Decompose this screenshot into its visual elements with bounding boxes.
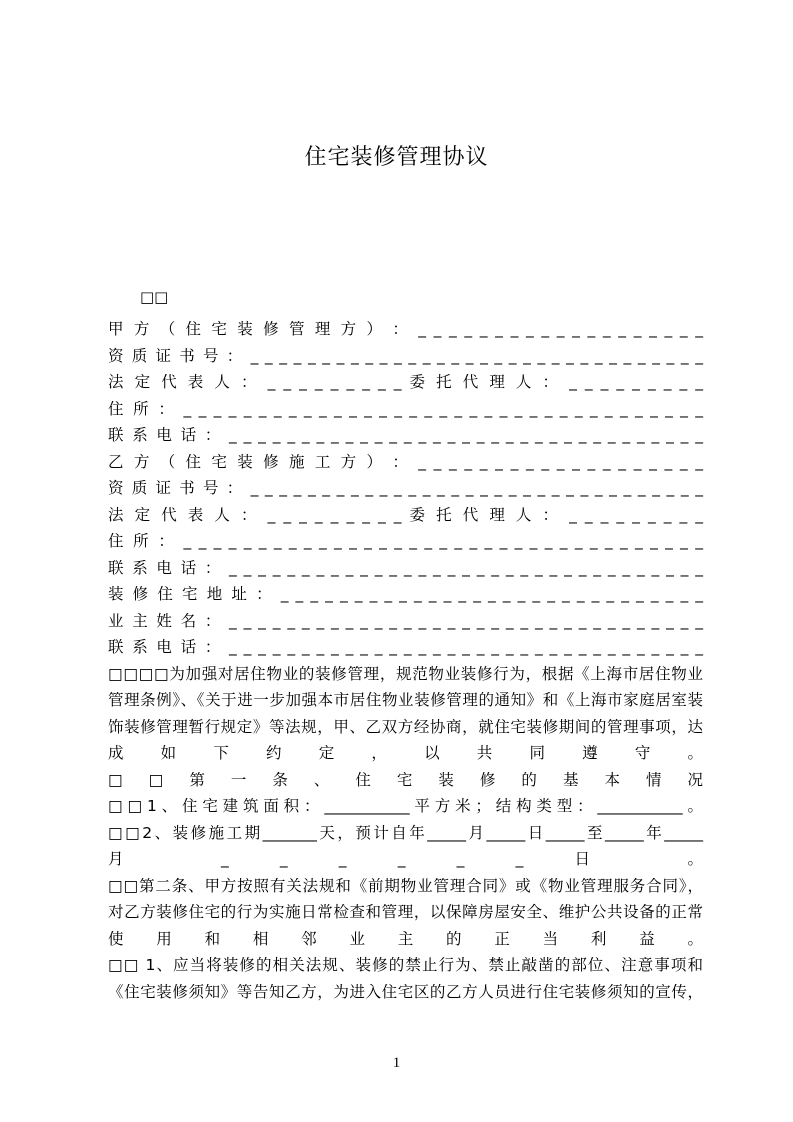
text-line: 成 如 下 约 定 ， 以 共 同 遵 守 。 xyxy=(108,744,703,762)
text-line: □□ 1、应当将装修的相关法规、装修的禁止行为、禁止敲凿的部位、注意事项和 xyxy=(108,956,703,974)
text-line: 住 所 ： _ _ _ _ _ _ _ _ _ _ _ _ _ _ _ _ _ _ _ _ _ _ _ _ _ _ _ _ _ _ _ _ _ _ _ xyxy=(108,532,703,550)
text-line: 装 修 住 宅 地 址 ： _ _ _ _ _ _ _ _ _ _ _ _ _ _ _ _ _ _ _ _ _ _ _ _ _ _ _ _ _ xyxy=(108,585,703,603)
text-line: 法 定 代 表 人 ： _ _ _ _ _ _ _ _ _ 委 托 代 理 人 ： _ _ _ _ _ _ _ _ _ xyxy=(108,373,703,391)
text-line: 法 定 代 表 人 ： _ _ _ _ _ _ _ _ _ 委 托 代 理 人 ： _ _ _ _ _ _ _ _ _ xyxy=(108,505,703,524)
document-body xyxy=(108,316,703,1005)
text-line: 联 系 电 话 ： _ _ _ _ _ _ _ _ _ _ _ _ _ _ _ _ _ _ _ _ _ _ _ _ _ _ _ _ _ _ _ _ _ xyxy=(108,426,703,444)
text-line: 对乙方装修住宅的行为实施日常检查和管理，以保障房屋安全、维护公共设备的正常 xyxy=(108,903,703,921)
document-title: 住宅装修管理协议 xyxy=(304,145,489,170)
text-line: □□第二条、甲方按照有关法规和《前期物业管理合同》或《物业管理服务合同》， xyxy=(108,876,703,895)
text-line: 乙 方 （ 住 宅 装 修 施 工 方 ） ： _ _ _ _ _ _ _ _ _ _ _ _ _ _ _ _ _ _ _ xyxy=(108,452,703,471)
text-line: 甲 方 （ 住 宅 装 修 管 理 方 ） ： _ _ _ _ _ _ _ _ _ _ _ _ _ _ _ _ _ _ _ xyxy=(108,320,703,338)
placeholder-glyphs: □□ xyxy=(140,288,169,306)
text-line: □□□□为加强对居住物业的装修管理，规范物业装修行为，根据《上海市居住物业 xyxy=(108,664,703,683)
text-line: 《住宅装修须知》等告知乙方，为进入住宅区的乙方人员进行住宅装修须知的宣传， xyxy=(108,982,703,1001)
text-line: 业 主 姓 名 ： _ _ _ _ _ _ _ _ _ _ _ _ _ _ _ _ _ _ _ _ _ _ _ _ _ _ _ _ _ _ _ _ _ xyxy=(108,611,703,630)
text-line: □ □ 第 一 条 、 住 宅 装 修 的 基 本 情 况 xyxy=(108,770,703,789)
text-line: 管理条例》、《关于进一步加强本市居住物业装修管理的通知》和《上海市家庭居室装 xyxy=(108,691,703,709)
page-number: 1 xyxy=(392,1055,401,1071)
text-line: 资 质 证 书 号 ： _ _ _ _ _ _ _ _ _ _ _ _ _ _ _ _ _ _ _ _ _ _ _ _ _ _ _ _ _ _ _ _ xyxy=(108,346,703,365)
text-line: 月 _ _ _ _ _ _ 日 。 xyxy=(108,850,703,868)
text-line: 饰装修管理暂行规定》等法规，甲、乙双方经协商，就住宅装修期间的管理事项，达 xyxy=(108,717,703,736)
text-line: 资 质 证 书 号 ： _ _ _ _ _ _ _ _ _ _ _ _ _ _ _ _ _ _ _ _ _ _ _ _ _ _ _ _ _ _ _ _ xyxy=(108,479,703,497)
text-line: 住 所 ： _ _ _ _ _ _ _ _ _ _ _ _ _ _ _ _ _ _ _ _ _ _ _ _ _ _ _ _ _ _ _ _ _ _ _ xyxy=(108,399,703,418)
text-line: □□2、装修施工期_______天，预计自年_____月_____日_____至_____年_____ xyxy=(108,823,703,842)
text-line: □□1、住宅建筑面积：___________平方米；结构类型：___________。 xyxy=(108,797,703,815)
text-line: 联 系 电 话 ： _ _ _ _ _ _ _ _ _ _ _ _ _ _ _ _ _ _ _ _ _ _ _ _ _ _ _ _ _ _ _ _ _ xyxy=(108,638,703,656)
text-line: 使 用 和 相 邻 业 主 的 正 当 利 益 。 xyxy=(108,929,703,948)
text-line: 联 系 电 话 ： _ _ _ _ _ _ _ _ _ _ _ _ _ _ _ _ _ _ _ _ _ _ _ _ _ _ _ _ _ _ _ _ _ xyxy=(108,558,703,577)
